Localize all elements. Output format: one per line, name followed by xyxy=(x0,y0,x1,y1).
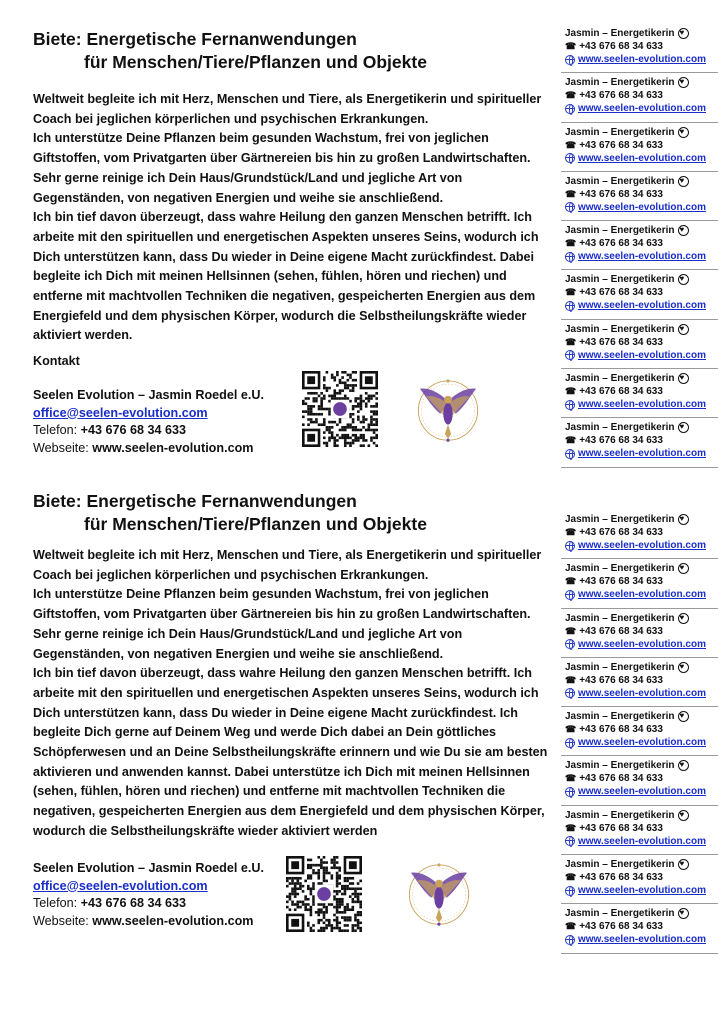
tear-off-tab xyxy=(561,172,718,221)
tab-phone-line xyxy=(565,674,718,687)
globe-icon xyxy=(565,400,575,410)
globe-icon xyxy=(565,350,575,360)
tab-web-link[interactable]: www.seelen-evolution.com xyxy=(578,786,706,798)
tab-web-link[interactable]: www.seelen-evolution.com xyxy=(578,687,706,699)
tab-name: Jasmin – Energetikerin xyxy=(565,760,675,772)
tab-name: Jasmin – Energetikerin xyxy=(565,175,675,187)
paragraph: Weltweit begleite ich mit Herz, Menschen und Tiere, als Energetikerin und spiritueller Coach bei jeglichen körperlichen und psychischen Erkrankungen. xyxy=(33,92,542,126)
tab-name: Jasmin – Energetikerin xyxy=(565,563,675,575)
tab-name: Jasmin – Energetikerin xyxy=(565,661,675,673)
web-label: Webseite: xyxy=(33,440,93,455)
phone-line xyxy=(33,422,264,440)
tab-web-link[interactable]: www.seelen-evolution.com xyxy=(578,399,706,411)
globe-icon xyxy=(565,252,575,262)
email-link[interactable]: office@seelen-evolution.com xyxy=(33,878,208,893)
tab-phone-line xyxy=(565,434,718,447)
company-name: Seelen Evolution – Jasmin Roedel e.U. xyxy=(33,861,264,875)
tab-name-line xyxy=(565,809,718,822)
globe-icon xyxy=(565,301,575,311)
tab-name-line xyxy=(565,224,718,237)
tab-web-line xyxy=(565,250,718,263)
tab-name: Jasmin – Energetikerin xyxy=(565,859,675,871)
tab-name-line xyxy=(565,759,718,772)
tab-name: Jasmin – Energetikerin xyxy=(565,422,675,434)
tab-name: Jasmin – Energetikerin xyxy=(565,126,675,138)
seelen-evolution-logo xyxy=(400,854,478,932)
tab-name-line xyxy=(565,562,718,575)
phone-line xyxy=(33,895,264,913)
tab-phone-line xyxy=(565,188,718,201)
tab-web-link[interactable]: www.seelen-evolution.com xyxy=(578,589,706,601)
tab-name-line xyxy=(565,323,718,336)
phone-icon: ☎ xyxy=(565,921,577,932)
tab-name-line xyxy=(565,907,718,920)
email-link[interactable]: office@seelen-evolution.com xyxy=(33,405,208,420)
tab-phone-line xyxy=(565,139,718,152)
tab-web-line xyxy=(565,588,718,601)
paragraph: Ich bin tief davon überzeugt, dass wahre Heilung den ganzen Menschen betrifft. Ich arbeite mit den spirituellen und energetischen Aspekten unseres Seins, wodurch ich Dich unterstützen kann, dass Du wieder in Deine eigene Macht zurückfindest. Dabei begleite ich Dich mit meinen Hellsinnen (sehen, fühlen, hören und riechen) und entferne mit machtvollen Techniken die negativen, gespeicherten Energien aus dem Energiefeld und dem physischen Körper, wodurch die Selbstheilungskräfte wieder aktiviert werden. xyxy=(33,210,539,343)
tab-phone-line xyxy=(565,920,718,933)
phone-icon: ☎ xyxy=(565,527,577,537)
tab-phone-line xyxy=(565,237,718,250)
globe-icon xyxy=(565,886,575,896)
tab-web-link[interactable]: www.seelen-evolution.com xyxy=(578,349,706,361)
tab-name: Jasmin – Energetikerin xyxy=(565,908,675,920)
tab-phone: +43 676 68 34 633 xyxy=(579,238,663,250)
phone-icon: ☎ xyxy=(565,188,577,199)
globe-icon xyxy=(565,55,575,65)
flyer-body xyxy=(33,90,555,346)
tab-name: Jasmin – Energetikerin xyxy=(565,225,675,237)
tab-name: Jasmin – Energetikerin xyxy=(565,77,675,89)
qr-code-image xyxy=(286,856,362,932)
title-line-2: für Menschen/Tiere/Pflanzen und Objekte xyxy=(84,52,427,72)
tab-web-line xyxy=(565,933,718,946)
flyer-title xyxy=(33,28,427,74)
web-line xyxy=(33,913,264,931)
tear-off-tabs-bottom xyxy=(561,510,718,954)
globe-icon xyxy=(565,935,575,945)
heart-icon xyxy=(678,662,689,673)
tab-name: Jasmin – Energetikerin xyxy=(565,373,675,385)
tab-web-line xyxy=(565,349,718,362)
heart-icon xyxy=(678,373,689,384)
tab-web-line xyxy=(565,884,718,897)
globe-icon xyxy=(565,688,575,698)
paragraph: Ich unterstütze Deine Pflanzen beim gesunden Wachstum, frei von jeglichen Giftstoffen, vom Privatgarten über Gärtnereien bis hin zu großen Landwirtschaften. Sehr gerne reinige ich Dein Haus/Grundstück/Land und jegliche Art von Gegenständen, von negativen Energien und weihe sie anschließend. xyxy=(33,587,531,661)
tab-web-line xyxy=(565,201,718,214)
tab-phone-line xyxy=(565,286,718,299)
phone-icon: ☎ xyxy=(565,724,577,735)
web-label: Webseite: xyxy=(33,913,93,928)
tab-web-link[interactable]: www.seelen-evolution.com xyxy=(578,54,706,65)
globe-icon xyxy=(565,202,575,212)
tab-phone: +43 676 68 34 633 xyxy=(579,674,663,686)
tear-off-tab xyxy=(561,270,718,319)
heart-icon xyxy=(678,127,689,138)
tab-phone-line xyxy=(565,575,718,588)
tab-phone-line xyxy=(565,89,718,102)
tab-web-line xyxy=(565,785,718,798)
tab-phone-line xyxy=(565,385,718,398)
tab-name: Jasmin – Energetikerin xyxy=(565,711,675,723)
heart-icon xyxy=(678,28,689,39)
title-line-2: für Menschen/Tiere/Pflanzen und Objekte xyxy=(84,514,427,534)
globe-icon xyxy=(565,104,575,114)
tab-phone: +43 676 68 34 633 xyxy=(579,90,663,102)
globe-icon xyxy=(565,836,575,846)
seelen-evolution-logo xyxy=(409,370,487,448)
tear-off-tab xyxy=(561,73,718,122)
tear-off-tab xyxy=(561,559,718,608)
heart-icon xyxy=(678,908,689,919)
tab-phone-line xyxy=(565,40,718,53)
phone-icon: ☎ xyxy=(565,674,577,685)
tear-off-tab xyxy=(561,658,718,707)
contact-block xyxy=(33,387,264,457)
tab-phone: +43 676 68 34 633 xyxy=(579,724,663,736)
tab-phone: +43 676 68 34 633 xyxy=(579,139,663,151)
paragraph: Ich bin tief davon überzeugt, dass wahre Heilung den ganzen Menschen betrifft. Ich arbeite mit den spirituellen und energetischen Aspekten unseres Seins, wodurch ich Dich unterstützen kann, dass Du wieder in Deine eigene Macht zurückfindest. Ich begleite Dich gerne auf Deinem Weg und werde Dich dabei an Dein göttliches Schöpferwesen und an Deine Selbstheilungskräfte erinnern und wie Du sie am besten aktivieren und anwenden kannst. Dabei unterstütze ich Dich mit meinen Hellsinnen (sehen, fühlen, hören und riechen) und entferne mit machtvollen Techniken die negativen, gespeicherten Energien aus dem Energiefeld und dem physischen Körper, wodurch die Selbstheilungskräfte wieder aktiviert werden xyxy=(33,666,548,838)
tab-web-line xyxy=(565,539,718,552)
heart-icon xyxy=(678,176,689,187)
tab-web-line xyxy=(565,102,718,115)
tear-off-tab xyxy=(561,123,718,172)
phone-icon: ☎ xyxy=(565,625,577,636)
tab-web-link[interactable]: www.seelen-evolution.com xyxy=(578,934,706,946)
tear-off-tabs-top xyxy=(561,24,718,468)
phone-icon: ☎ xyxy=(565,773,577,784)
heart-icon xyxy=(678,274,689,285)
phone-icon: ☎ xyxy=(565,90,577,101)
tear-off-tab xyxy=(561,418,718,467)
tab-phone-line xyxy=(565,526,718,539)
tab-phone: +43 676 68 34 633 xyxy=(579,336,663,348)
tab-name-line xyxy=(565,273,718,286)
flyer-body xyxy=(33,546,555,842)
tab-phone: +43 676 68 34 633 xyxy=(579,188,663,200)
title-line-1: Biete: Energetische Fernanwendungen xyxy=(33,491,357,511)
tab-web-line xyxy=(565,447,718,460)
globe-icon xyxy=(565,541,575,551)
tab-name: Jasmin – Energetikerin xyxy=(565,514,675,525)
heart-icon xyxy=(678,810,689,821)
heart-icon xyxy=(678,225,689,236)
heart-icon xyxy=(678,514,689,525)
globe-icon xyxy=(565,449,575,459)
tab-name: Jasmin – Energetikerin xyxy=(565,274,675,286)
tab-name-line xyxy=(565,661,718,674)
tab-phone: +43 676 68 34 633 xyxy=(579,435,663,447)
paragraph: Ich unterstütze Deine Pflanzen beim gesunden Wachstum, frei von jeglichen Giftstoffen, vom Privatgarten über Gärtnereien bis hin zu großen Landwirtschaften. Sehr gerne reinige ich Dein Haus/Grundstück/Land und jegliche Art von Gegenständen, von negativen Energien und weihe sie anschließend. xyxy=(33,131,531,205)
heart-icon xyxy=(678,324,689,335)
tab-phone-line xyxy=(565,336,718,349)
tab-phone: +43 676 68 34 633 xyxy=(579,287,663,299)
phone-icon: ☎ xyxy=(565,139,577,150)
tab-web-link[interactable]: www.seelen-evolution.com xyxy=(578,638,706,650)
tab-name-line xyxy=(565,421,718,434)
tab-phone: +43 676 68 34 633 xyxy=(579,872,663,884)
tab-name: Jasmin – Energetikerin xyxy=(565,809,675,821)
flyer-title xyxy=(33,490,427,536)
globe-icon xyxy=(565,738,575,748)
tab-phone: +43 676 68 34 633 xyxy=(579,386,663,398)
tab-phone-line xyxy=(565,822,718,835)
phone-icon: ☎ xyxy=(565,287,577,298)
tab-web-line xyxy=(565,299,718,312)
heart-icon xyxy=(678,859,689,870)
tab-name-line xyxy=(565,858,718,871)
phone-label: Telefon: xyxy=(33,896,81,910)
phone-label: Telefon: xyxy=(33,423,81,437)
qr-code-image xyxy=(302,371,378,447)
title-line-1: Biete: Energetische Fernanwendungen xyxy=(33,29,357,49)
web-address: www.seelen-evolution.com xyxy=(92,913,254,928)
tear-off-tab xyxy=(561,609,718,658)
contact-heading: Kontakt xyxy=(33,354,80,368)
tab-phone: +43 676 68 34 633 xyxy=(579,921,663,933)
phone-icon: ☎ xyxy=(565,576,577,587)
tab-phone-line xyxy=(565,723,718,736)
tab-web-link[interactable]: www.seelen-evolution.com xyxy=(578,201,706,213)
tab-name: Jasmin – Energetikerin xyxy=(565,323,675,335)
heart-icon xyxy=(678,760,689,771)
tab-name: Jasmin – Energetikerin xyxy=(565,612,675,624)
tab-web-line xyxy=(565,53,718,66)
tear-off-tab xyxy=(561,756,718,805)
phone-number: +43 676 68 34 633 xyxy=(80,423,187,437)
tab-name-line xyxy=(565,126,718,139)
tab-phone-line xyxy=(565,625,718,638)
tear-off-tab xyxy=(561,24,718,73)
tab-name-line xyxy=(565,175,718,188)
tear-off-tab xyxy=(561,707,718,756)
phone-icon: ☎ xyxy=(565,872,577,883)
tab-name-line xyxy=(565,513,718,526)
contact-block xyxy=(33,860,264,930)
phone-icon: ☎ xyxy=(565,336,577,347)
tab-web-line xyxy=(565,638,718,651)
heart-icon xyxy=(678,563,689,574)
tear-off-tab xyxy=(561,510,718,559)
globe-icon xyxy=(565,590,575,600)
tab-name-line xyxy=(565,372,718,385)
phone-number: +43 676 68 34 633 xyxy=(80,896,187,910)
heart-icon xyxy=(678,613,689,624)
tab-phone: +43 676 68 34 633 xyxy=(579,625,663,637)
tab-web-link[interactable]: www.seelen-evolution.com xyxy=(578,540,706,551)
tab-name-line xyxy=(565,27,718,40)
tab-web-link[interactable]: www.seelen-evolution.com xyxy=(578,300,706,312)
tear-off-tab xyxy=(561,904,718,953)
tab-web-link[interactable]: www.seelen-evolution.com xyxy=(578,885,706,897)
tab-name-line xyxy=(565,710,718,723)
tab-web-line xyxy=(565,687,718,700)
tab-web-link[interactable]: www.seelen-evolution.com xyxy=(578,152,706,164)
tab-name: Jasmin – Energetikerin xyxy=(565,28,675,39)
tab-web-line xyxy=(565,152,718,165)
tear-off-tab xyxy=(561,806,718,855)
paragraph: Weltweit begleite ich mit Herz, Menschen und Tiere, als Energetikerin und spiritueller Coach bei jeglichen körperlichen und psychischen Erkrankungen. xyxy=(33,548,542,582)
tab-web-link[interactable]: www.seelen-evolution.com xyxy=(578,103,706,115)
tab-phone: +43 676 68 34 633 xyxy=(579,41,663,52)
tab-web-line xyxy=(565,736,718,749)
tab-phone: +43 676 68 34 633 xyxy=(579,576,663,588)
tab-name-line xyxy=(565,76,718,89)
tab-web-link[interactable]: www.seelen-evolution.com xyxy=(578,737,706,749)
tear-off-tab xyxy=(561,320,718,369)
tab-phone-line xyxy=(565,772,718,785)
phone-icon: ☎ xyxy=(565,238,577,249)
tab-web-link[interactable]: www.seelen-evolution.com xyxy=(578,251,706,263)
company-name: Seelen Evolution – Jasmin Roedel e.U. xyxy=(33,388,264,402)
heart-icon xyxy=(678,422,689,433)
tab-web-line xyxy=(565,835,718,848)
phone-icon: ☎ xyxy=(565,41,577,51)
globe-icon xyxy=(565,639,575,649)
phone-icon: ☎ xyxy=(565,435,577,446)
tear-off-tab xyxy=(561,855,718,904)
phone-icon: ☎ xyxy=(565,386,577,397)
tab-web-link[interactable]: www.seelen-evolution.com xyxy=(578,835,706,847)
tear-off-tab xyxy=(561,369,718,418)
heart-icon xyxy=(678,77,689,88)
tab-phone-line xyxy=(565,871,718,884)
tab-phone: +43 676 68 34 633 xyxy=(579,822,663,834)
phone-icon: ☎ xyxy=(565,822,577,833)
tab-web-line xyxy=(565,398,718,411)
tab-web-link[interactable]: www.seelen-evolution.com xyxy=(578,448,706,460)
tab-phone: +43 676 68 34 633 xyxy=(579,527,663,538)
web-address: www.seelen-evolution.com xyxy=(92,440,254,455)
tab-phone: +43 676 68 34 633 xyxy=(579,773,663,785)
tear-off-tab xyxy=(561,221,718,270)
globe-icon xyxy=(565,153,575,163)
heart-icon xyxy=(678,711,689,722)
tab-name-line xyxy=(565,612,718,625)
web-line xyxy=(33,440,264,458)
globe-icon xyxy=(565,787,575,797)
